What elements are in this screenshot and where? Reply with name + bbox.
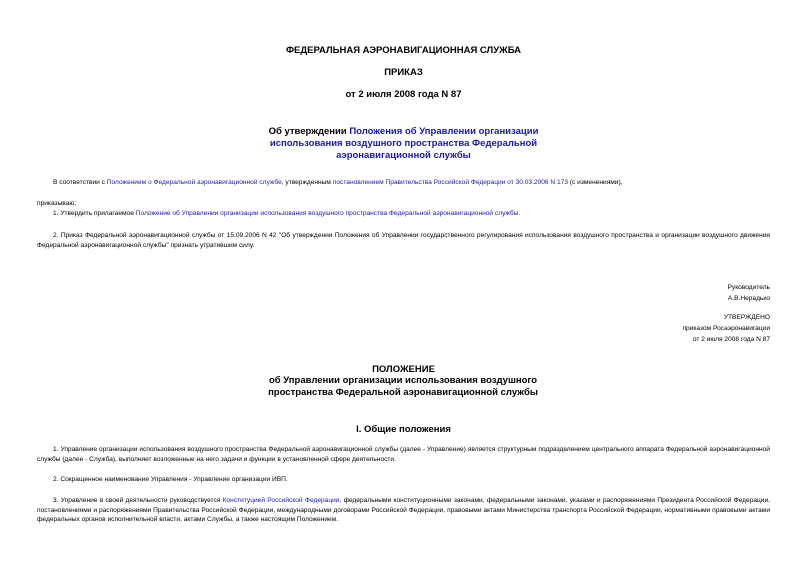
government-decree-link[interactable]: постановлением Правительства Российской Федерации от 30.03.2006 N 173 bbox=[332, 179, 568, 186]
item1-text: 1. Утвердить прилагаемое bbox=[53, 210, 136, 217]
intro-text-1: В соответствии с bbox=[53, 179, 107, 186]
approval-line-1: УТВЕРЖДЕНО bbox=[723, 314, 770, 321]
regulation-subtitle: об Управлении организации использования воздушного пространства Федеральной аэронавигационной службы bbox=[268, 375, 538, 398]
approval-line-3: от 2 июля 2008 года N 87 bbox=[692, 336, 770, 343]
doc-type-heading: ПРИКАЗ bbox=[384, 67, 423, 78]
section-paragraph-1: 1. Управление организации использования воздушного пространства Федеральной аэронавигационной службы (далее - Управление) является структурным подразделением центрального аппарата Федеральной аэронавигационной службы (далее - Служба), выполняет возложенные на него задачи и функции в установленной сфере деятельности. bbox=[37, 446, 770, 463]
constitution-link[interactable]: Конституцией Российской Федерации bbox=[222, 497, 340, 504]
section-paragraph-3 bbox=[37, 496, 770, 525]
title-regulation-link[interactable]: Положения об Управлении организации использования воздушного пространства Федеральной аэронавигационной службы bbox=[269, 126, 539, 161]
approval-block bbox=[682, 312, 770, 345]
item1-end: . bbox=[518, 210, 521, 217]
agency-heading: ФЕДЕРАЛЬНАЯ АЭРОНАВИГАЦИОННАЯ СЛУЖБА bbox=[285, 45, 522, 56]
p3-text-1: 3. Управление в своей деятельности руководствуется bbox=[53, 497, 223, 504]
approval-line-2: приказом Росаэронавигации bbox=[682, 325, 770, 332]
intro-paragraph bbox=[53, 178, 773, 188]
signature-position: Руководитель bbox=[727, 284, 770, 291]
document-title bbox=[240, 126, 567, 162]
regulation-link[interactable]: Положение об Управлении организации использования воздушного пространства Федеральной аэронавигационной службы bbox=[135, 210, 519, 217]
title-prefix: Об утверждении bbox=[268, 126, 350, 137]
p3-text-2: , федеральными конституционными законами, федеральными законами, указами и распоряжениями Президента Российской Федерации, постановлениями и распоряжениями Правительства Российской Федерации, международными договорами Российской Федерации, правовыми актами Министерства транспорта Российской Федерации, нормативными правовыми актами федеральных органов исполнительной власти, актами Службы, а также настоящим Положением. bbox=[37, 497, 771, 524]
order-item-2: 2. Приказ Федеральной аэронавигационной службы от 15.09.2006 N 42 "Об утверждении Положения об Управлении государственного регулирования использования воздушного пространства и организации воздушного движения Федеральной аэронавигационной службы" признать утратившим силу. bbox=[37, 232, 770, 249]
intro-text-3: (с изменениями), bbox=[568, 179, 623, 186]
signature-block bbox=[728, 282, 770, 304]
intro-text-2: , утвержденным bbox=[281, 179, 333, 186]
order-item-1 bbox=[53, 209, 773, 219]
signature-name: А.В.Нерадько bbox=[727, 295, 770, 302]
section-paragraph-2: 2. Сокращенное наименование Управления - Управление организации ИВП. bbox=[53, 476, 288, 483]
regulation-title: ПОЛОЖЕНИЕ bbox=[372, 364, 435, 375]
order-word: приказываю: bbox=[37, 200, 77, 207]
section-heading: I. Общие положения bbox=[356, 424, 451, 435]
doc-date-heading: от 2 июля 2008 года N 87 bbox=[345, 89, 462, 100]
statute-link[interactable]: Положением о Федеральной аэронавигационной службе bbox=[106, 179, 282, 186]
